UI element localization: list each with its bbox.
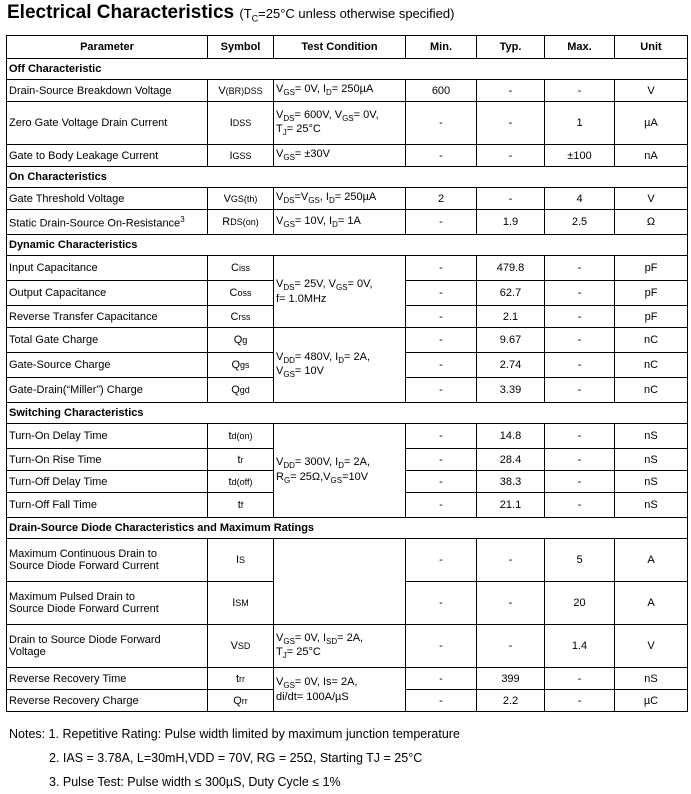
section-row: [7, 59, 688, 80]
table-row: [7, 210, 688, 235]
unit-cell: nC: [615, 378, 688, 403]
symbol-cell: td(off): [208, 471, 274, 493]
symbol-cell: Crss: [208, 306, 274, 328]
max-cell: -: [545, 449, 615, 471]
param-cell: Gate-Source Charge: [7, 353, 208, 378]
unit-cell: µA: [615, 102, 688, 145]
param-cell: Drain to Source Diode Forward Voltage: [7, 625, 208, 668]
min-cell: -: [406, 539, 477, 582]
symbol-cell: IS: [208, 539, 274, 582]
section-row: [7, 235, 688, 256]
section-row: [7, 518, 688, 539]
unit-cell: nC: [615, 353, 688, 378]
typ-cell: 399: [477, 668, 545, 690]
characteristics-table: [6, 35, 688, 712]
typ-cell: 479.8: [477, 256, 545, 281]
section-title: Drain-Source Diode Characteristics and Maximum Ratings: [7, 518, 688, 539]
min-cell: -: [406, 102, 477, 145]
unit-cell: nS: [615, 424, 688, 449]
header-test-condition: Test Condition: [274, 36, 406, 59]
max-cell: -: [545, 281, 615, 306]
note-3: 3. Pulse Test: Pulse width ≤ 300µS, Duty Cycle ≤ 1%: [49, 775, 341, 789]
min-cell: -: [406, 493, 477, 518]
table-row: [7, 539, 688, 582]
min-cell: -: [406, 256, 477, 281]
typ-cell: 2.1: [477, 306, 545, 328]
table-row: [7, 625, 688, 668]
header-parameter: Parameter: [7, 36, 208, 59]
unit-cell: nS: [615, 668, 688, 690]
typ-cell: 38.3: [477, 471, 545, 493]
typ-cell: -: [477, 539, 545, 582]
min-cell: -: [406, 210, 477, 235]
condition-cell: $V_{DS}= 25V$, $V_{GS}= 0V$, f= 1.0MHz: [274, 256, 406, 328]
param-cell: Maximum Continuous Drain to Source Diode Forward Current: [7, 539, 208, 582]
symbol-cell: tf: [208, 493, 274, 518]
max-cell: -: [545, 328, 615, 353]
condition-cell: $V_{GS}= 10V$, $I_D= 1A$: [274, 210, 406, 235]
max-cell: -: [545, 306, 615, 328]
header-min: Min.: [406, 36, 477, 59]
param-cell: Gate-Drain(“Miller”) Charge: [7, 378, 208, 403]
min-cell: -: [406, 471, 477, 493]
max-cell: -: [545, 424, 615, 449]
typ-cell: -: [477, 80, 545, 102]
condition-cell: $V_{DS}= 600V$, $V_{GS}= 0V$, $T_J= 25^\circ C$: [274, 102, 406, 145]
unit-cell: pF: [615, 281, 688, 306]
symbol-cell: Qgd: [208, 378, 274, 403]
min-cell: -: [406, 449, 477, 471]
max-cell: 20: [545, 582, 615, 625]
param-cell: Reverse Recovery Charge: [7, 690, 208, 712]
section-title: Switching Characteristics: [7, 403, 688, 424]
param-cell: Gate Threshold Voltage: [7, 188, 208, 210]
condition-cell: $V_{GS}= 0V$, $I_{SD}= 2A$, $T_J= 25^\circ C$: [274, 625, 406, 668]
unit-cell: µC: [615, 690, 688, 712]
typ-cell: -: [477, 625, 545, 668]
table-row: [7, 102, 688, 145]
condition-cell: $V_{GS}= 0V$, $I_D= 250\mu A$: [274, 80, 406, 102]
min-cell: 600: [406, 80, 477, 102]
param-cell: Turn-Off Fall Time: [7, 493, 208, 518]
param-cell: Turn-Off Delay Time: [7, 471, 208, 493]
max-cell: 1: [545, 102, 615, 145]
max-cell: 1.4: [545, 625, 615, 668]
typ-cell: -: [477, 188, 545, 210]
param-cell: Output Capacitance: [7, 281, 208, 306]
min-cell: -: [406, 378, 477, 403]
note-2: 2. IAS = 3.78A, L=30mH,VDD = 70V, RG = 25Ω, Starting TJ = 25°C: [49, 751, 423, 765]
unit-cell: nC: [615, 328, 688, 353]
header-unit: Unit: [615, 36, 688, 59]
header-row: [7, 36, 688, 59]
section-row: [7, 403, 688, 424]
min-cell: 2: [406, 188, 477, 210]
symbol-cell: trr: [208, 668, 274, 690]
min-cell: -: [406, 328, 477, 353]
unit-cell: Ω: [615, 210, 688, 235]
unit-cell: V: [615, 80, 688, 102]
param-cell: Turn-On Delay Time: [7, 424, 208, 449]
notes: [9, 722, 460, 794]
note-1: Notes: 1. Repetitive Rating: Pulse width limited by maximum junction temperature: [9, 727, 460, 741]
section-row: [7, 167, 688, 188]
param-cell: Turn-On Rise Time: [7, 449, 208, 471]
table-row: [7, 256, 688, 281]
max-cell: -: [545, 80, 615, 102]
title-main: Electrical Characteristics: [7, 2, 235, 23]
param-cell: Drain-Source Breakdown Voltage: [7, 80, 208, 102]
section-title: Off Characteristic: [7, 59, 688, 80]
param-cell: Zero Gate Voltage Drain Current: [7, 102, 208, 145]
page-title: [7, 2, 454, 24]
symbol-cell: Qgs: [208, 353, 274, 378]
table-row: [7, 188, 688, 210]
min-cell: -: [406, 353, 477, 378]
section-title: Dynamic Characteristics: [7, 235, 688, 256]
unit-cell: nS: [615, 493, 688, 518]
symbol-cell: Coss: [208, 281, 274, 306]
param-cell: Reverse Recovery Time: [7, 668, 208, 690]
param-cell: Reverse Transfer Capacitance: [7, 306, 208, 328]
condition-cell: $V_{DS}=V_{GS}$, $I_D= 250\mu A$: [274, 188, 406, 210]
symbol-cell: Qg: [208, 328, 274, 353]
condition-cell: $V_{GS}= \pm 30V$: [274, 145, 406, 167]
param-cell: Maximum Pulsed Drain to Source Diode Forward Current: [7, 582, 208, 625]
header-symbol: Symbol: [208, 36, 274, 59]
min-cell: -: [406, 145, 477, 167]
typ-cell: 1.9: [477, 210, 545, 235]
typ-cell: 62.7: [477, 281, 545, 306]
unit-cell: nS: [615, 449, 688, 471]
table-row: [7, 424, 688, 449]
symbol-cell: ISM: [208, 582, 274, 625]
typ-cell: -: [477, 145, 545, 167]
symbol-cell: IGSS: [208, 145, 274, 167]
max-cell: -: [545, 353, 615, 378]
max-cell: 4: [545, 188, 615, 210]
param-cell: Input Capacitance: [7, 256, 208, 281]
param-cell: Static Drain-Source On-Resistance$^3$: [7, 210, 208, 235]
symbol-cell: Qrr: [208, 690, 274, 712]
table-row: [7, 80, 688, 102]
section-title: On Characteristics: [7, 167, 688, 188]
table-row: [7, 328, 688, 353]
unit-cell: A: [615, 582, 688, 625]
condition-cell: $V_{DD}= 300V$, $I_D= 2A$, $R_G= 25\Omega,V_{GS}=10V$: [274, 424, 406, 518]
symbol-cell: V(BR)DSS: [208, 80, 274, 102]
min-cell: -: [406, 582, 477, 625]
unit-cell: nA: [615, 145, 688, 167]
typ-cell: 2.2: [477, 690, 545, 712]
unit-cell: V: [615, 188, 688, 210]
max-cell: -: [545, 668, 615, 690]
symbol-cell: tr: [208, 449, 274, 471]
condition-cell: $V_{DD}= 480V$, $I_D= 2A$, $V_{GS}= 10V$: [274, 328, 406, 403]
unit-cell: V: [615, 625, 688, 668]
header-max: Max.: [545, 36, 615, 59]
param-cell: Gate to Body Leakage Current: [7, 145, 208, 167]
min-cell: -: [406, 690, 477, 712]
typ-cell: 9.67: [477, 328, 545, 353]
max-cell: 5: [545, 539, 615, 582]
min-cell: -: [406, 281, 477, 306]
typ-cell: 3.39: [477, 378, 545, 403]
typ-cell: -: [477, 102, 545, 145]
typ-cell: 14.8: [477, 424, 545, 449]
max-cell: -: [545, 256, 615, 281]
max-cell: -: [545, 378, 615, 403]
unit-cell: nS: [615, 471, 688, 493]
title-condition: ($T_C=25^\circ C$ unless otherwise specified): [239, 6, 455, 24]
max-cell: 2.5: [545, 210, 615, 235]
max-cell: ±100: [545, 145, 615, 167]
symbol-cell: IDSS: [208, 102, 274, 145]
condition-cell: [274, 539, 406, 625]
table-row: [7, 668, 688, 690]
min-cell: -: [406, 424, 477, 449]
symbol-cell: RDS(on): [208, 210, 274, 235]
param-cell: Total Gate Charge: [7, 328, 208, 353]
header-typ: Typ.: [477, 36, 545, 59]
max-cell: -: [545, 690, 615, 712]
unit-cell: pF: [615, 306, 688, 328]
min-cell: -: [406, 668, 477, 690]
min-cell: -: [406, 625, 477, 668]
min-cell: -: [406, 306, 477, 328]
table-row: [7, 145, 688, 167]
symbol-cell: VGS(th): [208, 188, 274, 210]
typ-cell: 28.4: [477, 449, 545, 471]
condition-cell: $V_{GS}= 0V$, Is= 2A, di/dt= 100A/µS: [274, 668, 406, 712]
unit-cell: A: [615, 539, 688, 582]
symbol-cell: VSD: [208, 625, 274, 668]
symbol-cell: td(on): [208, 424, 274, 449]
unit-cell: pF: [615, 256, 688, 281]
symbol-cell: Ciss: [208, 256, 274, 281]
typ-cell: 21.1: [477, 493, 545, 518]
max-cell: -: [545, 493, 615, 518]
typ-cell: -: [477, 582, 545, 625]
max-cell: -: [545, 471, 615, 493]
typ-cell: 2.74: [477, 353, 545, 378]
